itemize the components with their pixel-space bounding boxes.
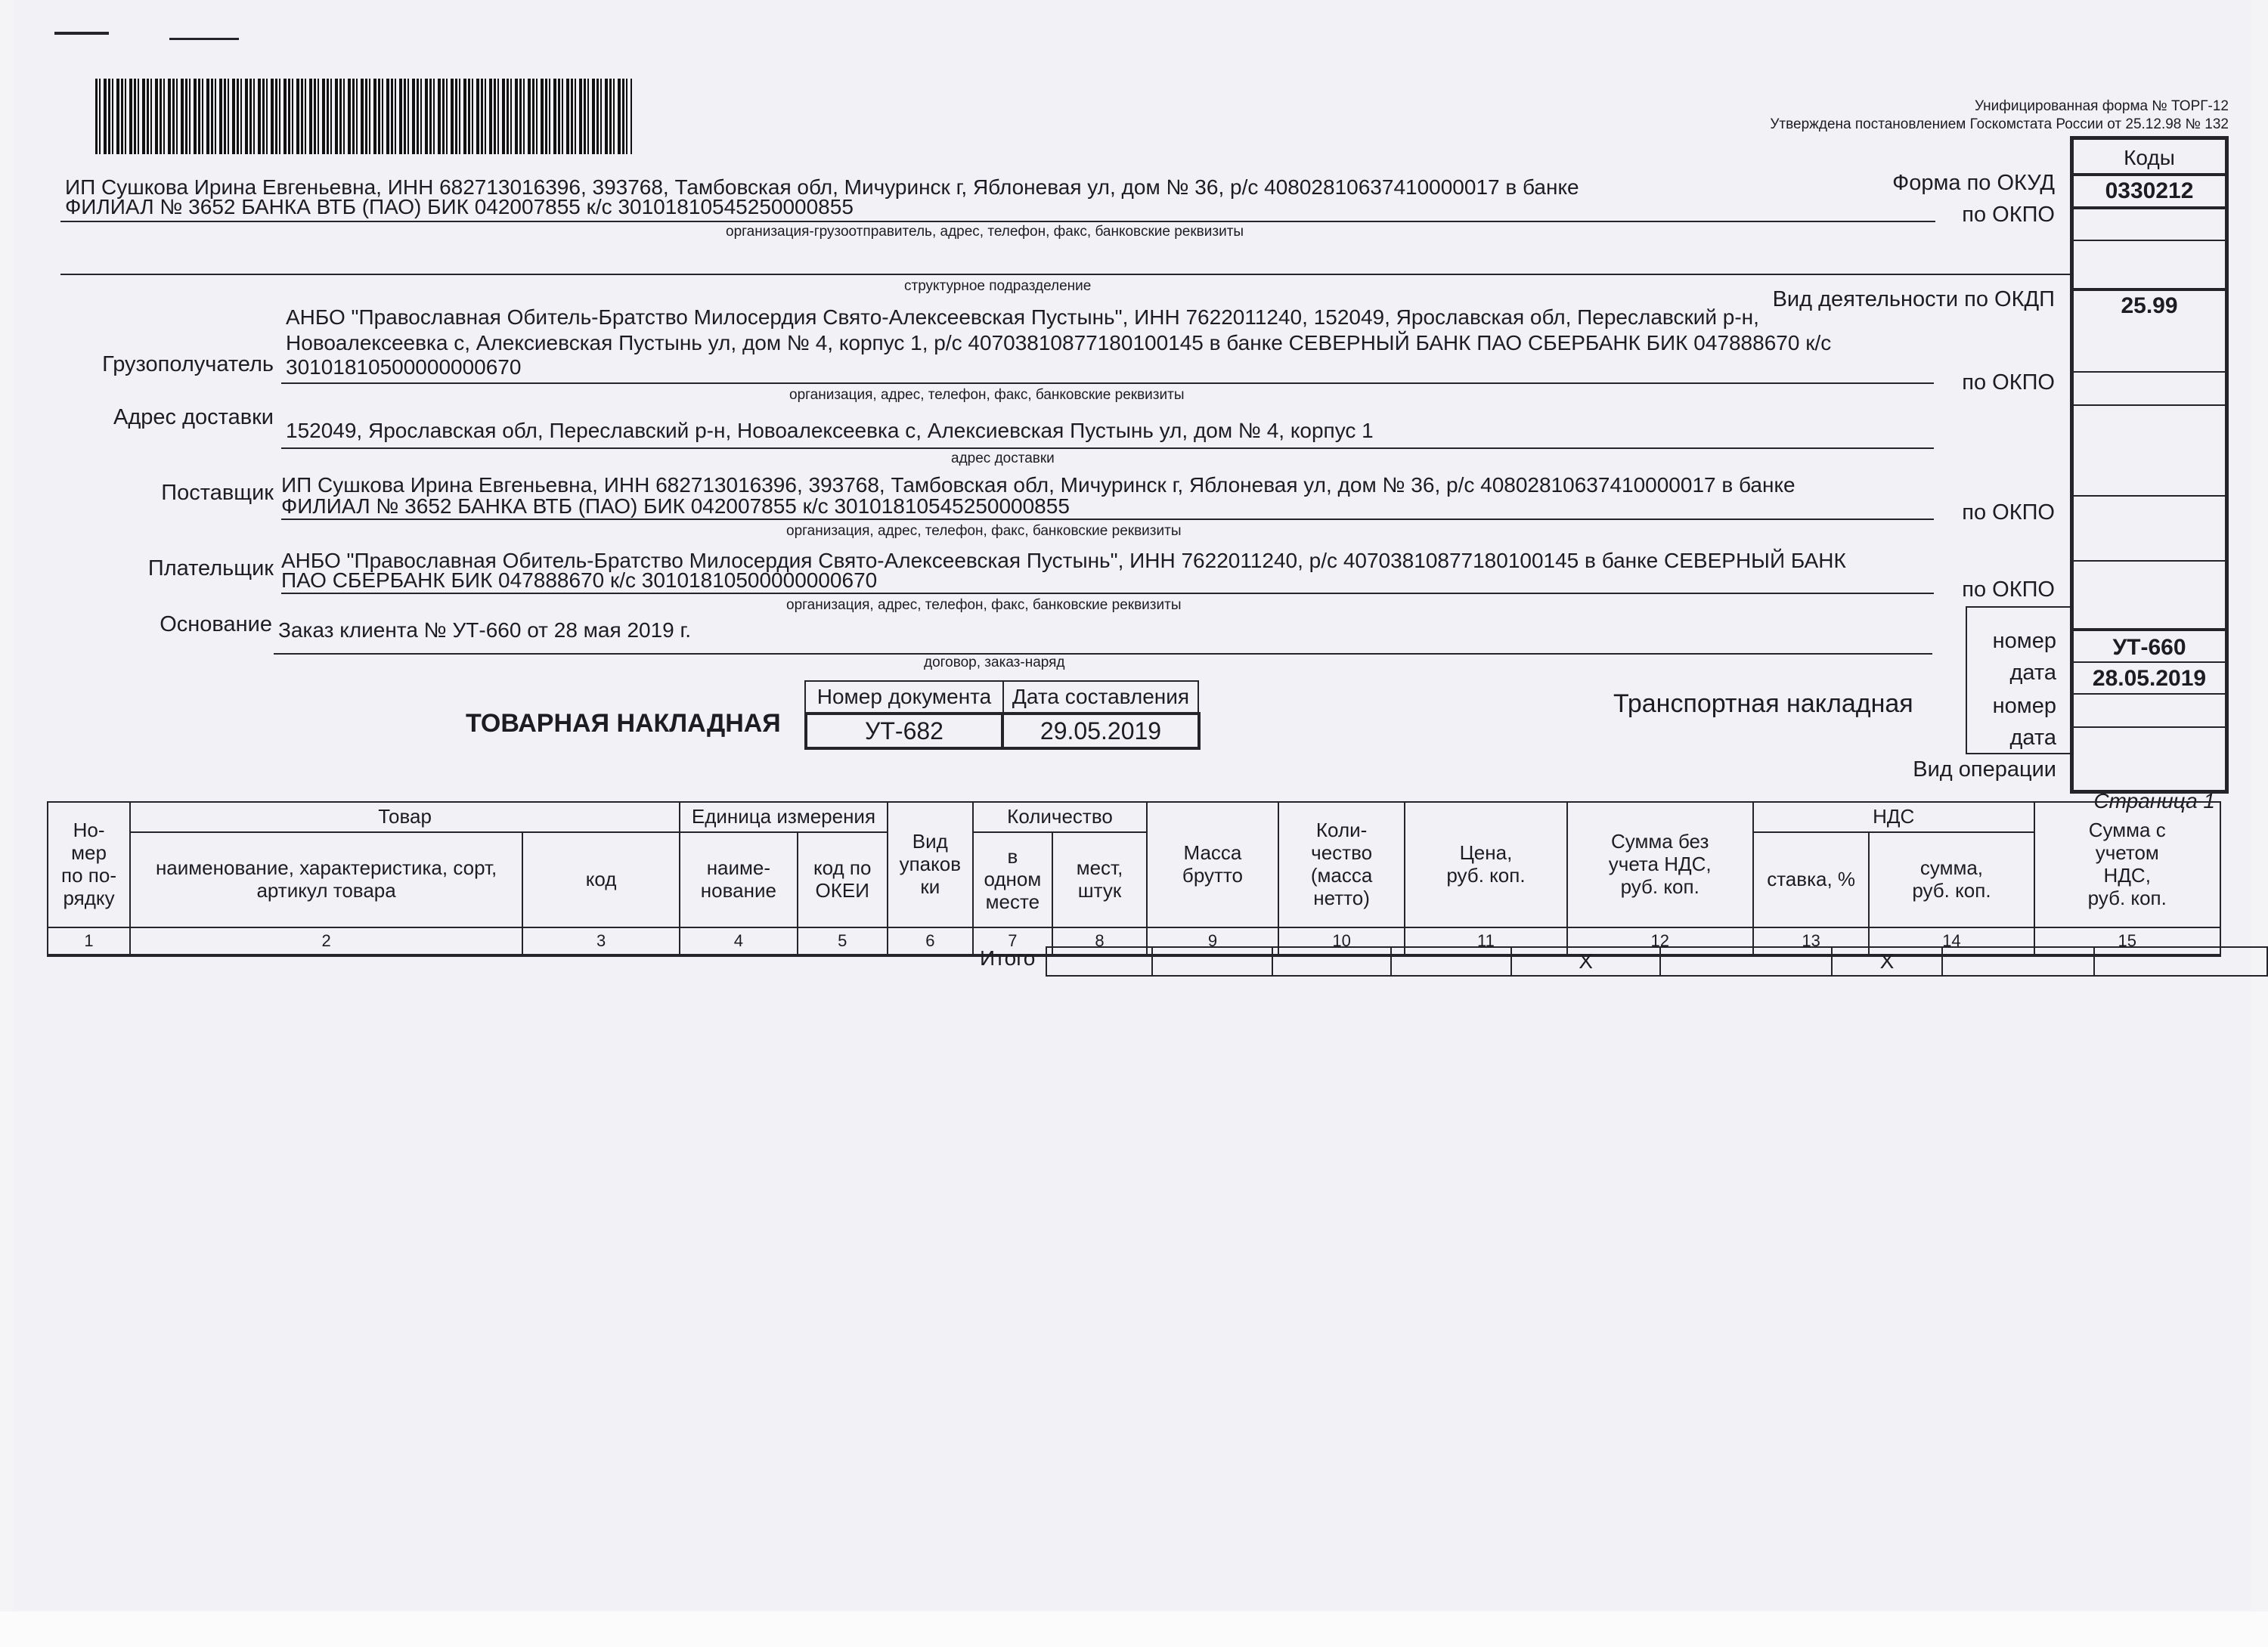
consignee-okpo-label: по ОКПО xyxy=(1962,370,2055,395)
th-goods-code: код xyxy=(522,832,680,927)
basis-caption: договор, заказ-наряд xyxy=(924,655,1065,670)
doc-number-cell xyxy=(804,712,1004,750)
basis-underline xyxy=(274,653,1932,655)
delivery-value: 152049, Ярославская обл, Переславский р-н, Новоалексеевка с, Алексиевская Пустынь ул, дом № 4, корпус 1 xyxy=(286,419,1374,442)
th-vat-rate: ставка, % xyxy=(1753,832,1869,927)
supplier-okpo-label: по ОКПО xyxy=(1962,500,2055,525)
th-vat: НДС xyxy=(1753,802,2034,832)
th-number: Но- мер по по- рядку xyxy=(48,802,130,927)
total-gross xyxy=(1272,947,1391,976)
supplier-caption: организация, адрес, телефон, факс, банковские реквизиты xyxy=(786,523,1182,539)
okdp-label: Вид деятельности по ОКДП xyxy=(1772,287,2055,311)
okpo-label: по ОКПО xyxy=(1962,203,2055,227)
th-gross: Масса брутто xyxy=(1147,802,1278,927)
payer-okpo-cell xyxy=(2074,560,2225,592)
col-number: 13 xyxy=(1753,927,1869,955)
corner-mark xyxy=(54,32,109,35)
total-vat-sum xyxy=(1942,947,2094,976)
corner-mark xyxy=(169,38,239,40)
goods-table xyxy=(47,801,2221,957)
doc-date-cell xyxy=(1001,712,1201,750)
okpo-cell xyxy=(2074,206,2225,241)
basis-date-value: 28.05.2019 xyxy=(2074,661,2225,695)
supplier-underline xyxy=(281,519,1934,520)
payer-underline xyxy=(281,593,1934,594)
transport-number-value xyxy=(2074,693,2225,728)
col-number: 7 xyxy=(973,927,1052,955)
subdivision-underline xyxy=(60,274,2070,275)
shipper-caption: организация-грузоотправитель, адрес, телефон, факс, банковские реквизиты xyxy=(726,224,1244,240)
col-number: 3 xyxy=(522,927,680,955)
total-price-x: X xyxy=(1511,947,1660,976)
th-goods-name: наименование, характеристика, сорт, артикул товара xyxy=(130,832,522,927)
consignee-underline xyxy=(281,382,1934,384)
totals-row xyxy=(1046,946,2268,977)
consignee-label: Грузополучатель xyxy=(102,352,274,376)
th-unit-okei: код по ОКЕИ xyxy=(798,832,888,927)
total-qty-places xyxy=(1152,947,1272,976)
th-price: Цена, руб. коп. xyxy=(1405,802,1566,927)
transport-number-label: номер xyxy=(1992,694,2056,718)
shipper-line1: ИП Сушкова Ирина Евгеньевна, ИНН 682713016396, 393768, Тамбовская обл, Мичуринск г, Яблоневая ул, дом № 36, р/с 40802810637410000017 в банке xyxy=(65,175,1579,199)
codes-column xyxy=(2070,136,2229,794)
doc-number: УТ-682 xyxy=(865,717,943,745)
col-number: 10 xyxy=(1278,927,1405,955)
consignee-caption: организация, адрес, телефон, факс, банковские реквизиты xyxy=(789,387,1185,403)
payer-label: Плательщик xyxy=(147,556,274,580)
scan-edge xyxy=(0,1611,2268,1647)
page-number: Страница 1 xyxy=(2093,789,2215,813)
th-sum-vat: Сумма с учетом НДС, руб. коп. xyxy=(2034,802,2221,927)
delivery-underline xyxy=(281,447,1934,449)
payer-okpo-label: по ОКПО xyxy=(1962,577,2055,602)
col-number: 2 xyxy=(130,927,522,955)
sub-cell xyxy=(2074,240,2225,279)
col-number: 6 xyxy=(888,927,973,955)
total-label: Итого xyxy=(980,946,1036,970)
supplier-line1: ИП Сушкова Ирина Евгеньевна, ИНН 682713016396, 393768, Тамбовская обл, Мичуринск г, Яблоневая ул, дом № 36, р/с 40802810637410000017 в банке xyxy=(281,473,1796,497)
consignee-line2: Новоалексеевка с, Алексиевская Пустынь ул, дом № 4, корпус 1, р/с 40703810877180100145 в банке СЕВЕРНЫЙ БАНК ПАО СБЕРБАНК БИК 047888670 к/с xyxy=(286,331,1832,354)
operation-label: Вид операции xyxy=(1913,757,2056,782)
transport-date-value xyxy=(2074,726,2225,760)
th-qty: Количество xyxy=(973,802,1147,832)
okud-value: 0330212 xyxy=(2074,173,2225,209)
supplier-okpo-cell xyxy=(2074,495,2225,527)
supplier-line2: ФИЛИАЛ № 3652 БАНКА ВТБ (ПАО) БИК 042007855 к/с 30101810545250000855 xyxy=(281,494,1070,518)
codes-label-cell xyxy=(2075,138,2228,172)
col-number: 12 xyxy=(1567,927,1753,955)
th-unit: Единица измерения xyxy=(680,802,888,832)
delivery-label: Адрес доставки xyxy=(113,405,274,429)
th-vat-sum: сумма, руб. коп. xyxy=(1869,832,2034,927)
th-qty-places: мест, штук xyxy=(1052,832,1147,927)
delivery-cell xyxy=(2074,404,2225,444)
col-number: 4 xyxy=(680,927,798,955)
th-pack: Вид упаков ки xyxy=(888,802,973,927)
consignee-line1: АНБО "Православная Обитель-Братство Милосердия Свято-Алексеевская Пустынь", ИНН 7622011240, 152049, Ярославская обл, Переславский р-н, xyxy=(286,305,1759,329)
th-qty-one: в одном месте xyxy=(973,832,1052,927)
total-qty-one xyxy=(1046,947,1152,976)
barcode xyxy=(95,79,632,154)
shipper-line2: ФИЛИАЛ № 3652 БАНКА ВТБ (ПАО) БИК 042007855 к/с 30101810545250000855 xyxy=(65,195,854,218)
col-number: 14 xyxy=(1869,927,2034,955)
col-number: 11 xyxy=(1405,927,1566,955)
shipper-underline xyxy=(60,221,1935,222)
doc-date: 29.05.2019 xyxy=(1040,717,1162,745)
doc-number-header-cell xyxy=(804,680,1004,714)
transport-date-label: дата xyxy=(2009,726,2056,750)
delivery-caption: адрес доставки xyxy=(951,450,1055,466)
okud-label: Форма по ОКУД xyxy=(1892,171,2055,195)
payer-caption: организация, адрес, телефон, факс, банковские реквизиты xyxy=(786,597,1182,613)
codes-label: Коды xyxy=(2124,146,2175,169)
form-title: Унифицированная форма № ТОРГ-12 xyxy=(1974,98,2229,114)
supplier-label: Поставщик xyxy=(161,481,274,505)
okdp-value: 25.99 xyxy=(2074,288,2225,321)
document-title: ТОВАРНАЯ НАКЛАДНАЯ xyxy=(466,709,781,738)
col-number: 1 xyxy=(48,927,130,955)
th-sum-no-vat: Сумма без учета НДС, руб. коп. xyxy=(1567,802,1753,927)
total-sum-no-vat xyxy=(1660,947,1832,976)
doc-date-header: Дата составления xyxy=(1012,685,1190,708)
th-unit-name: наиме- нование xyxy=(680,832,798,927)
basis-number-label: номер xyxy=(1992,629,2056,653)
payer-line2: ПАО СБЕРБАНК БИК 047888670 к/с 30101810500000000670 xyxy=(281,568,878,592)
col-number: 5 xyxy=(798,927,888,955)
form-approved: Утверждена постановлением Госкомстата России от 25.12.98 № 132 xyxy=(1770,116,2229,132)
col-number: 8 xyxy=(1052,927,1147,955)
transport-label: Транспортная накладная xyxy=(1613,689,1913,718)
col-number: 9 xyxy=(1147,927,1278,955)
basis-date-label: дата xyxy=(2009,661,2056,685)
col-number: 15 xyxy=(2034,927,2221,955)
subdivision-caption: структурное подразделение xyxy=(904,278,1092,294)
basis-label: Основание xyxy=(160,612,272,636)
payer-line1: АНБО "Православная Обитель-Братство Милосердия Свято-Алексеевская Пустынь", ИНН 7622011240, р/с 40703810877180100145 в банке СЕВЕРНЫЙ БАНК xyxy=(281,549,1846,572)
doc-date-header-cell xyxy=(1002,680,1199,714)
total-sum-vat xyxy=(2094,947,2267,976)
total-vat-rate-x: X xyxy=(1832,947,1942,976)
consignee-okpo-cell xyxy=(2074,371,2225,406)
th-goods: Товар xyxy=(130,802,680,832)
basis-value: Заказ клиента № УТ-660 от 28 мая 2019 г. xyxy=(278,618,692,642)
th-net: Коли- чество (масса нетто) xyxy=(1278,802,1405,927)
consignee-line3: 30101810500000000670 xyxy=(286,355,522,379)
basis-number-value: УТ-660 xyxy=(2074,628,2225,664)
total-net xyxy=(1391,947,1511,976)
doc-number-header: Номер документа xyxy=(816,685,992,708)
